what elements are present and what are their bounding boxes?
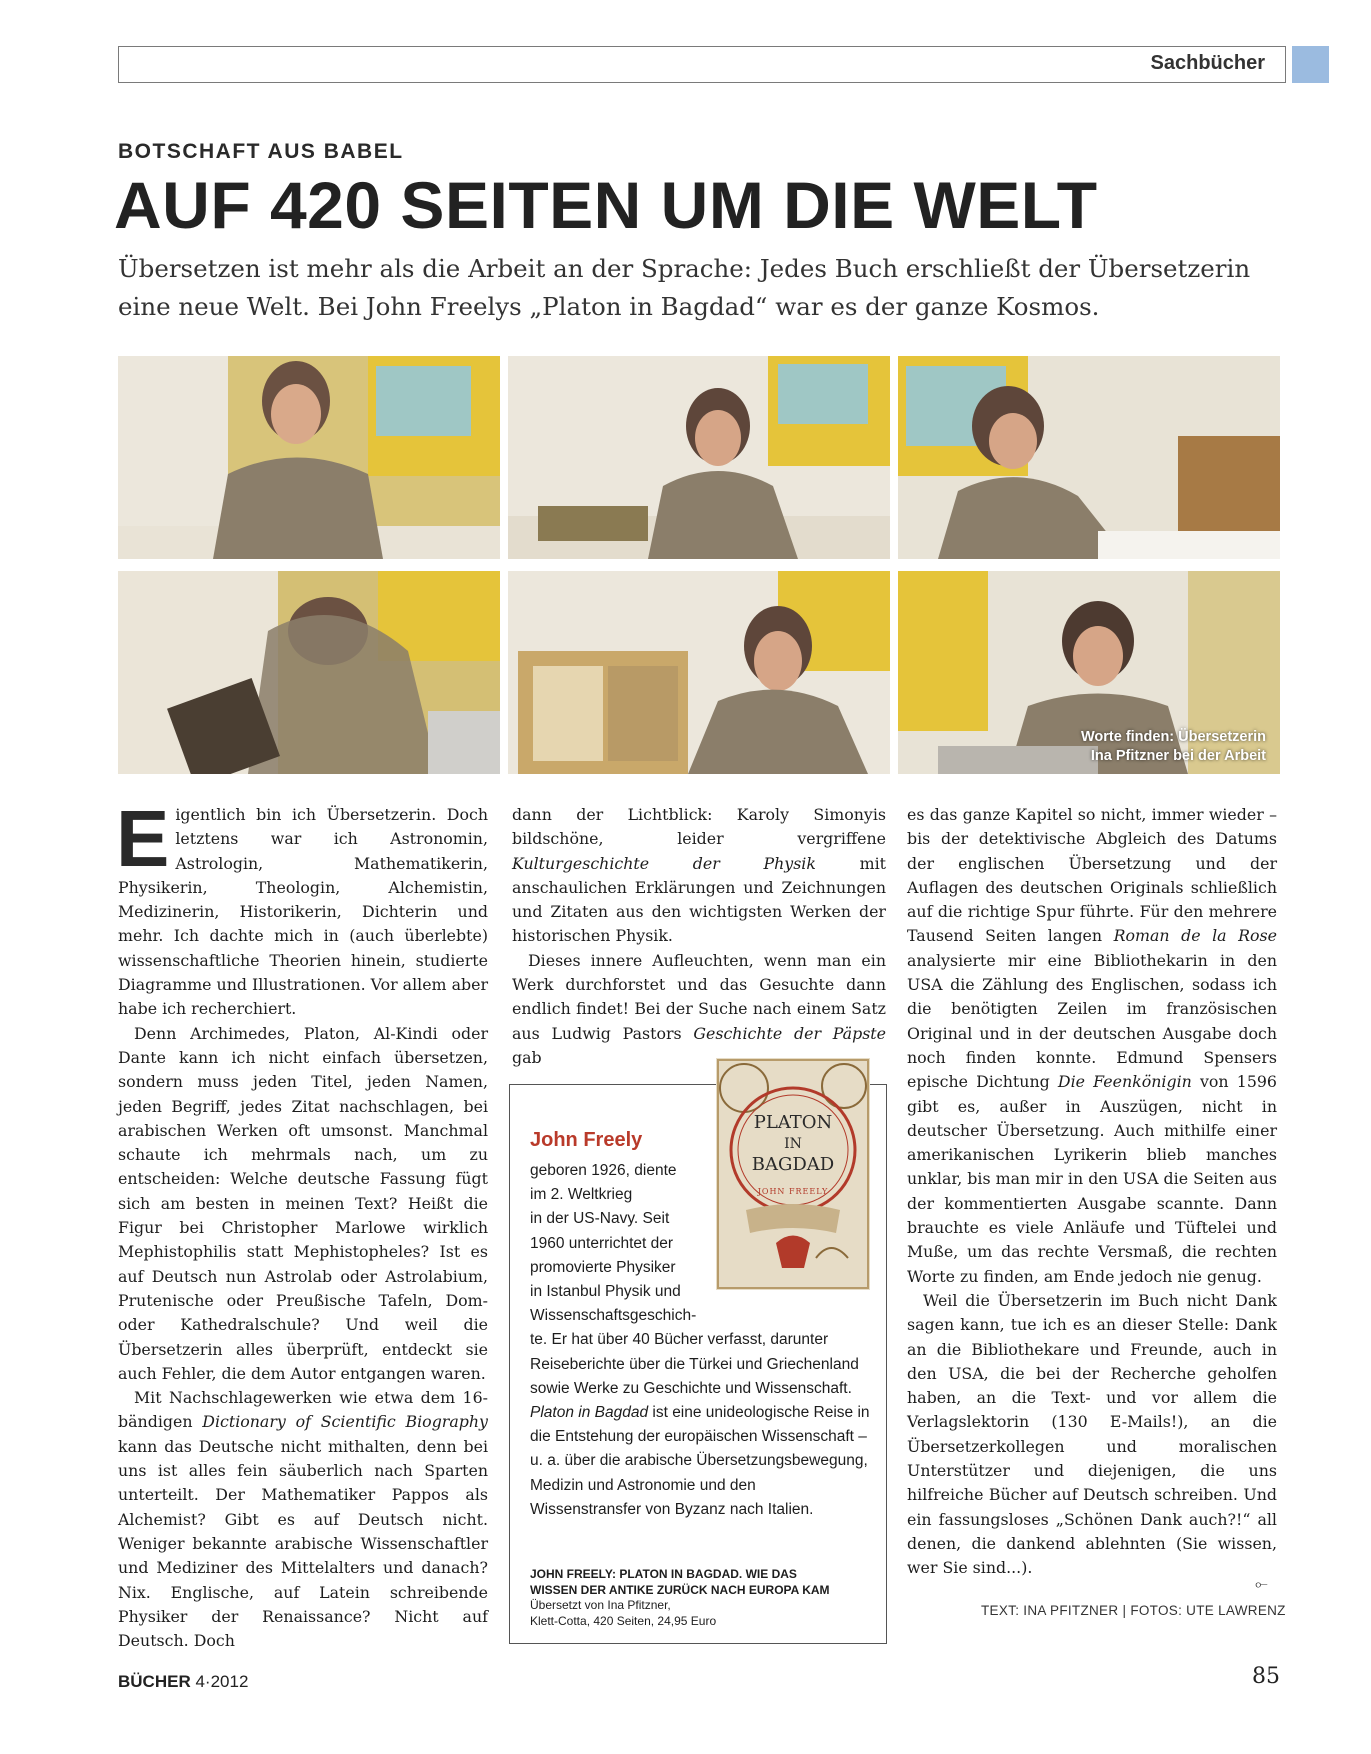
book-details-title-1: JOHN FREELY: PLATON IN BAGDAD. WIE DAS (530, 1567, 797, 1581)
cover-title-2: IN (784, 1136, 802, 1152)
bio-line: promovierte Physiker (530, 1258, 676, 1276)
article-credits: TEXT: INA PFITZNER | FOTOS: UTE LAWRENZ (981, 1603, 1286, 1618)
paragraph-text: analysierte mir eine Bibliothekarin in den USA die Zählung des Englischen, sodass ich die benötigten Zeilen im französischen Original und in der deutschen Ausgabe doch noch finden konnte. Edmund Spensers epische Dichtung (907, 950, 1277, 1092)
bio-line: geboren 1926, diente (530, 1162, 677, 1179)
book-details-publisher: Klett-Cotta, 420 Seiten, 24,95 Euro (530, 1613, 717, 1628)
book-cover-image (716, 1058, 870, 1290)
paragraph (118, 1386, 488, 1653)
body-column-1 (116, 794, 488, 1653)
photo-grid (118, 356, 1280, 778)
photo-5 (508, 571, 890, 774)
paragraph-text: von 1596 gibt es, außer in Auszügen, nicht in deutscher Übersetzung. Auch mithilfe einer amerikanischen Lyrikerin blieb manches unklar, bis man mir in den USA die Seiten aus der kommentierten Ausgabe scannte. Dann brauchte es viele Anläufe und Tüftelei und Muße, um das rechte Versmaß, die rechten Worte zu finden, am Ende jedoch nie genug. (907, 1072, 1277, 1286)
book-title: Geschichte der Päpste (693, 1023, 886, 1043)
book-details (530, 1567, 870, 1629)
paragraph-text: igentlich bin ich Übersetzerin. Doch letztens war ich Astronomin, Astrologin, Mathematikerin, Physikerin, Theologin, Alchemistin, Medizinerin, Historikerin, Dichterin und mehr. Ich dachte mich in (auch überlebte) wissenschaftliche Theorien hinein, studierte Diagramme und Illustrationen. Vor allem aber habe ich recherchiert. (118, 805, 488, 1019)
body-column-2 (512, 803, 886, 1070)
paragraph-text: gab (512, 1047, 542, 1067)
photo-caption-line-1: Worte finden: Übersetzerin (1080, 729, 1266, 745)
bio-line: in der US-Navy. Seit (530, 1210, 670, 1228)
bio-line: 1960 unterrichtet der (530, 1234, 674, 1252)
magazine-name: BÜCHER (118, 1672, 191, 1691)
body-column-3 (907, 803, 1277, 1581)
bio-text: ist eine unideologische Reise in die Entstehung der europäischen Wissenschaft – u. a. über die arabische Übersetzungsbewegung, Medizin und Astronomie und den Wissenstransfer von Byzanz nach Italien. (530, 1404, 870, 1518)
issue-number: 4·2012 (195, 1672, 249, 1691)
book-title: Dictionary of Scientific Biography (202, 1412, 488, 1432)
book-details-translator: Übersetzt von Ina Pfitzner, (530, 1598, 671, 1612)
photo-caption-line-2: Ina Pfitzner bei der Arbeit (1090, 748, 1266, 764)
drop-cap: E (116, 794, 170, 883)
book-title: Roman de la Rose (1113, 926, 1277, 946)
photo-3 (898, 356, 1280, 559)
section-label: Sachbücher (1150, 52, 1265, 74)
page-number: 85 (1252, 1664, 1280, 1689)
photo-2 (508, 356, 890, 559)
paragraph-text: es das ganze Kapitel so nicht, immer wieder – bis der detektivische Abgleich des Datums der englischen Übersetzung und der Auflagen des deutschen Originals schließlich auf die richtige Spur führte. Für den mehrere Tausend Seiten langen (907, 805, 1277, 946)
paragraph (116, 794, 488, 1022)
photo-6 (898, 571, 1280, 774)
paragraph-text: kann das Deutsche nicht mithalten, denn bei uns ist alles fein säuberlich nach Sparten unterteilt. Der Mathematiker Pappos als Alchemist? Gibt es auf Deutsch nicht. Weniger bekannte arabische Wissenschaftler und Mediziner des Mittelalters und danach? Nix. Englische, auf Latein schreibende Physiker der Renaissance? Nicht auf Deutsch. Doch (118, 1436, 488, 1651)
author-name: John Freely (530, 1129, 643, 1151)
cover-title-3: BAGDAD (751, 1154, 835, 1175)
photo-1 (118, 356, 500, 559)
paragraph: Denn Archimedes, Platon, Al-Kindi oder Dante kann ich nicht einfach übersetzen, sondern muss jeden Titel, jeden Namen, jeden Begriff, jedes Zitat nachschlagen, bei arabischen Werken oft umsonst. Manchmal schaute ich mehrmals nach, um zu entscheiden: Welche deutsche Fassung fügt sich am besten in meinen Text? Heißt die Figur bei Christopher Marlowe wirklich Mephistophilis statt Mephistopheles? Ist es auf Deutsch nun Astrolab oder Astrolabium, Prutenische oder Preußische Tafeln, Dom- oder Kathedralschule? Und weil die Übersetzerin alles überprüft, entdeckt sie auch Fehler, die dem Autor entgangen waren. (118, 1023, 488, 1383)
bio-line: im 2. Weltkrieg (530, 1186, 633, 1204)
paragraph-text: mit anschaulichen Erklärungen und Zeichnungen und Zitaten aus den wichtigsten Werken der historischen Physik. (512, 853, 886, 946)
photo-caption (1081, 728, 1266, 766)
cover-author: JOHN FREELY (757, 1187, 829, 1196)
photo-4 (118, 571, 500, 774)
section-header-bar (118, 46, 1286, 83)
article-lede: Übersetzen ist mehr als die Arbeit an der Sprache: Jedes Buch erschließt der Übersetzerin eine neue Welt. Bei John Freelys „Platon in Bagdad“ war es der ganze Kosmos. (118, 254, 1251, 321)
paragraph-text: dann der Lichtblick: Karoly Simonyis bildschöne, leider vergriffene (512, 805, 886, 849)
article-kicker: BOTSCHAFT AUS BABEL (118, 140, 404, 163)
bio-line: in Istanbul Physik und (530, 1283, 681, 1301)
paragraph (907, 803, 1277, 1289)
bio-text: te. Er hat über 40 Bücher verfasst, darunter Reiseberichte über die Türkei und Griechenland sowie Werke zu Geschichte und Wissenschaft. (530, 1331, 859, 1397)
bio-line: Wissenschaftsgeschich- (530, 1307, 697, 1325)
cover-title-1: PLATON (753, 1112, 833, 1133)
magazine-issue (118, 1672, 248, 1692)
book-title: Platon in Bagdad (530, 1404, 649, 1422)
paragraph-text: Mit Nachschlagewerken wie etwa dem 16-bändigen (118, 1388, 488, 1432)
article-title: AUF 420 SEITEN UM DIE WELT (114, 168, 1098, 242)
end-of-article-icon: ⟜ (1255, 1574, 1268, 1593)
book-title: Kulturgeschichte der Physik (512, 853, 816, 873)
paragraph: Weil die Übersetzerin im Buch nicht Dank sagen kann, tue ich es an dieser Stelle: Dank an die Bibliothekare und Freunde, auch in den USA, die bei der Recherche geholfen haben, an die Text- und vor allem die Verlagslektorin (130 E-Mails!), an die Übersetzerkollegen und moralischen Unterstützer und diejenigen, die uns hilfreiche Bücher auf Deutsch schreiben. Und ein fassungsloses „Schönen Dank auch?!“ all denen, die dankend ablehnten (Sie wissen, wer Sie sind...). (907, 1290, 1277, 1578)
paragraph (512, 949, 886, 1070)
section-color-tab (1292, 46, 1329, 83)
book-title: Die Feenkönigin (1057, 1072, 1192, 1092)
book-details-title-2: WISSEN DER ANTIKE ZURÜCK NACH EUROPA KAM (530, 1582, 830, 1597)
paragraph-text: Dieses innere Aufleuchten, wenn man ein Werk durchforstet und das Gesuchte dann endlich findet! Bei der Suche nach einem Satz aus Ludwig Pastors (512, 950, 886, 1043)
paragraph (512, 803, 886, 949)
